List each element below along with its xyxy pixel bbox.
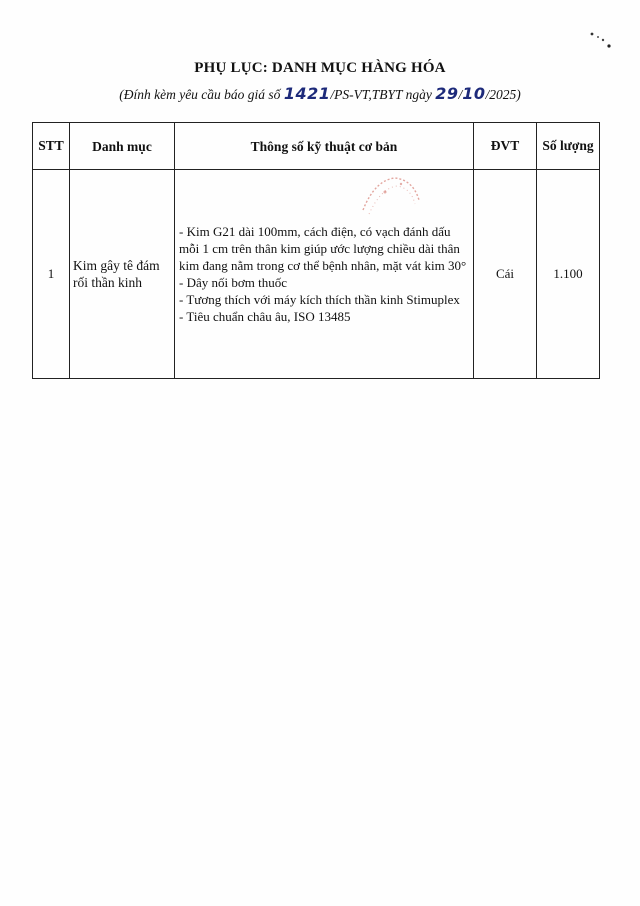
red-stamp-mark (355, 170, 425, 230)
header-spec: Thông số kỹ thuật cơ bản (175, 123, 474, 170)
spec-line: - Dây nối bơm thuốc (179, 275, 287, 290)
header-unit: ĐVT (474, 123, 537, 170)
header-qty: Số lượng (537, 123, 600, 170)
subtitle-middle: /PS-VT,TBYT ngày (330, 87, 436, 102)
cell-name: Kim gây tê đám rối thần kinh (70, 170, 175, 379)
document-subtitle (0, 84, 640, 103)
document-title: PHỤ LỤC: DANH MỤC HÀNG HÓA (194, 60, 446, 76)
header-name: Danh mục (70, 123, 175, 170)
goods-table (32, 122, 600, 379)
subtitle-suffix: /2025) (485, 87, 521, 102)
handwritten-day: 29 (435, 84, 459, 103)
spec-line: - Kim G21 dài 100mm, cách điện, có vạch đánh dấu mỗi 1 cm trên thân kim giúp ước lượng chiều dài thân kim đang nằm trong cơ thể bệnh nhân, mặt vát kim 30° (179, 224, 467, 273)
cell-unit: Cái (474, 170, 537, 379)
cell-stt: 1 (33, 170, 70, 379)
spec-line: - Tương thích với máy kích thích thần kinh Stimuplex (179, 292, 460, 307)
scan-artifact-mark (588, 28, 614, 50)
cell-qty: 1.100 (537, 170, 600, 379)
table-row (33, 170, 600, 379)
handwritten-month: 10 (462, 84, 486, 103)
handwritten-number: 1421 (283, 84, 331, 103)
header-stt: STT (33, 123, 70, 170)
subtitle-prefix: (Đính kèm yêu cầu báo giá số (119, 87, 284, 102)
cell-spec (175, 170, 474, 379)
spec-line: - Tiêu chuẩn châu âu, ISO 13485 (179, 309, 351, 324)
subtitle-slash: / (458, 87, 463, 102)
table-header-row (33, 123, 600, 170)
